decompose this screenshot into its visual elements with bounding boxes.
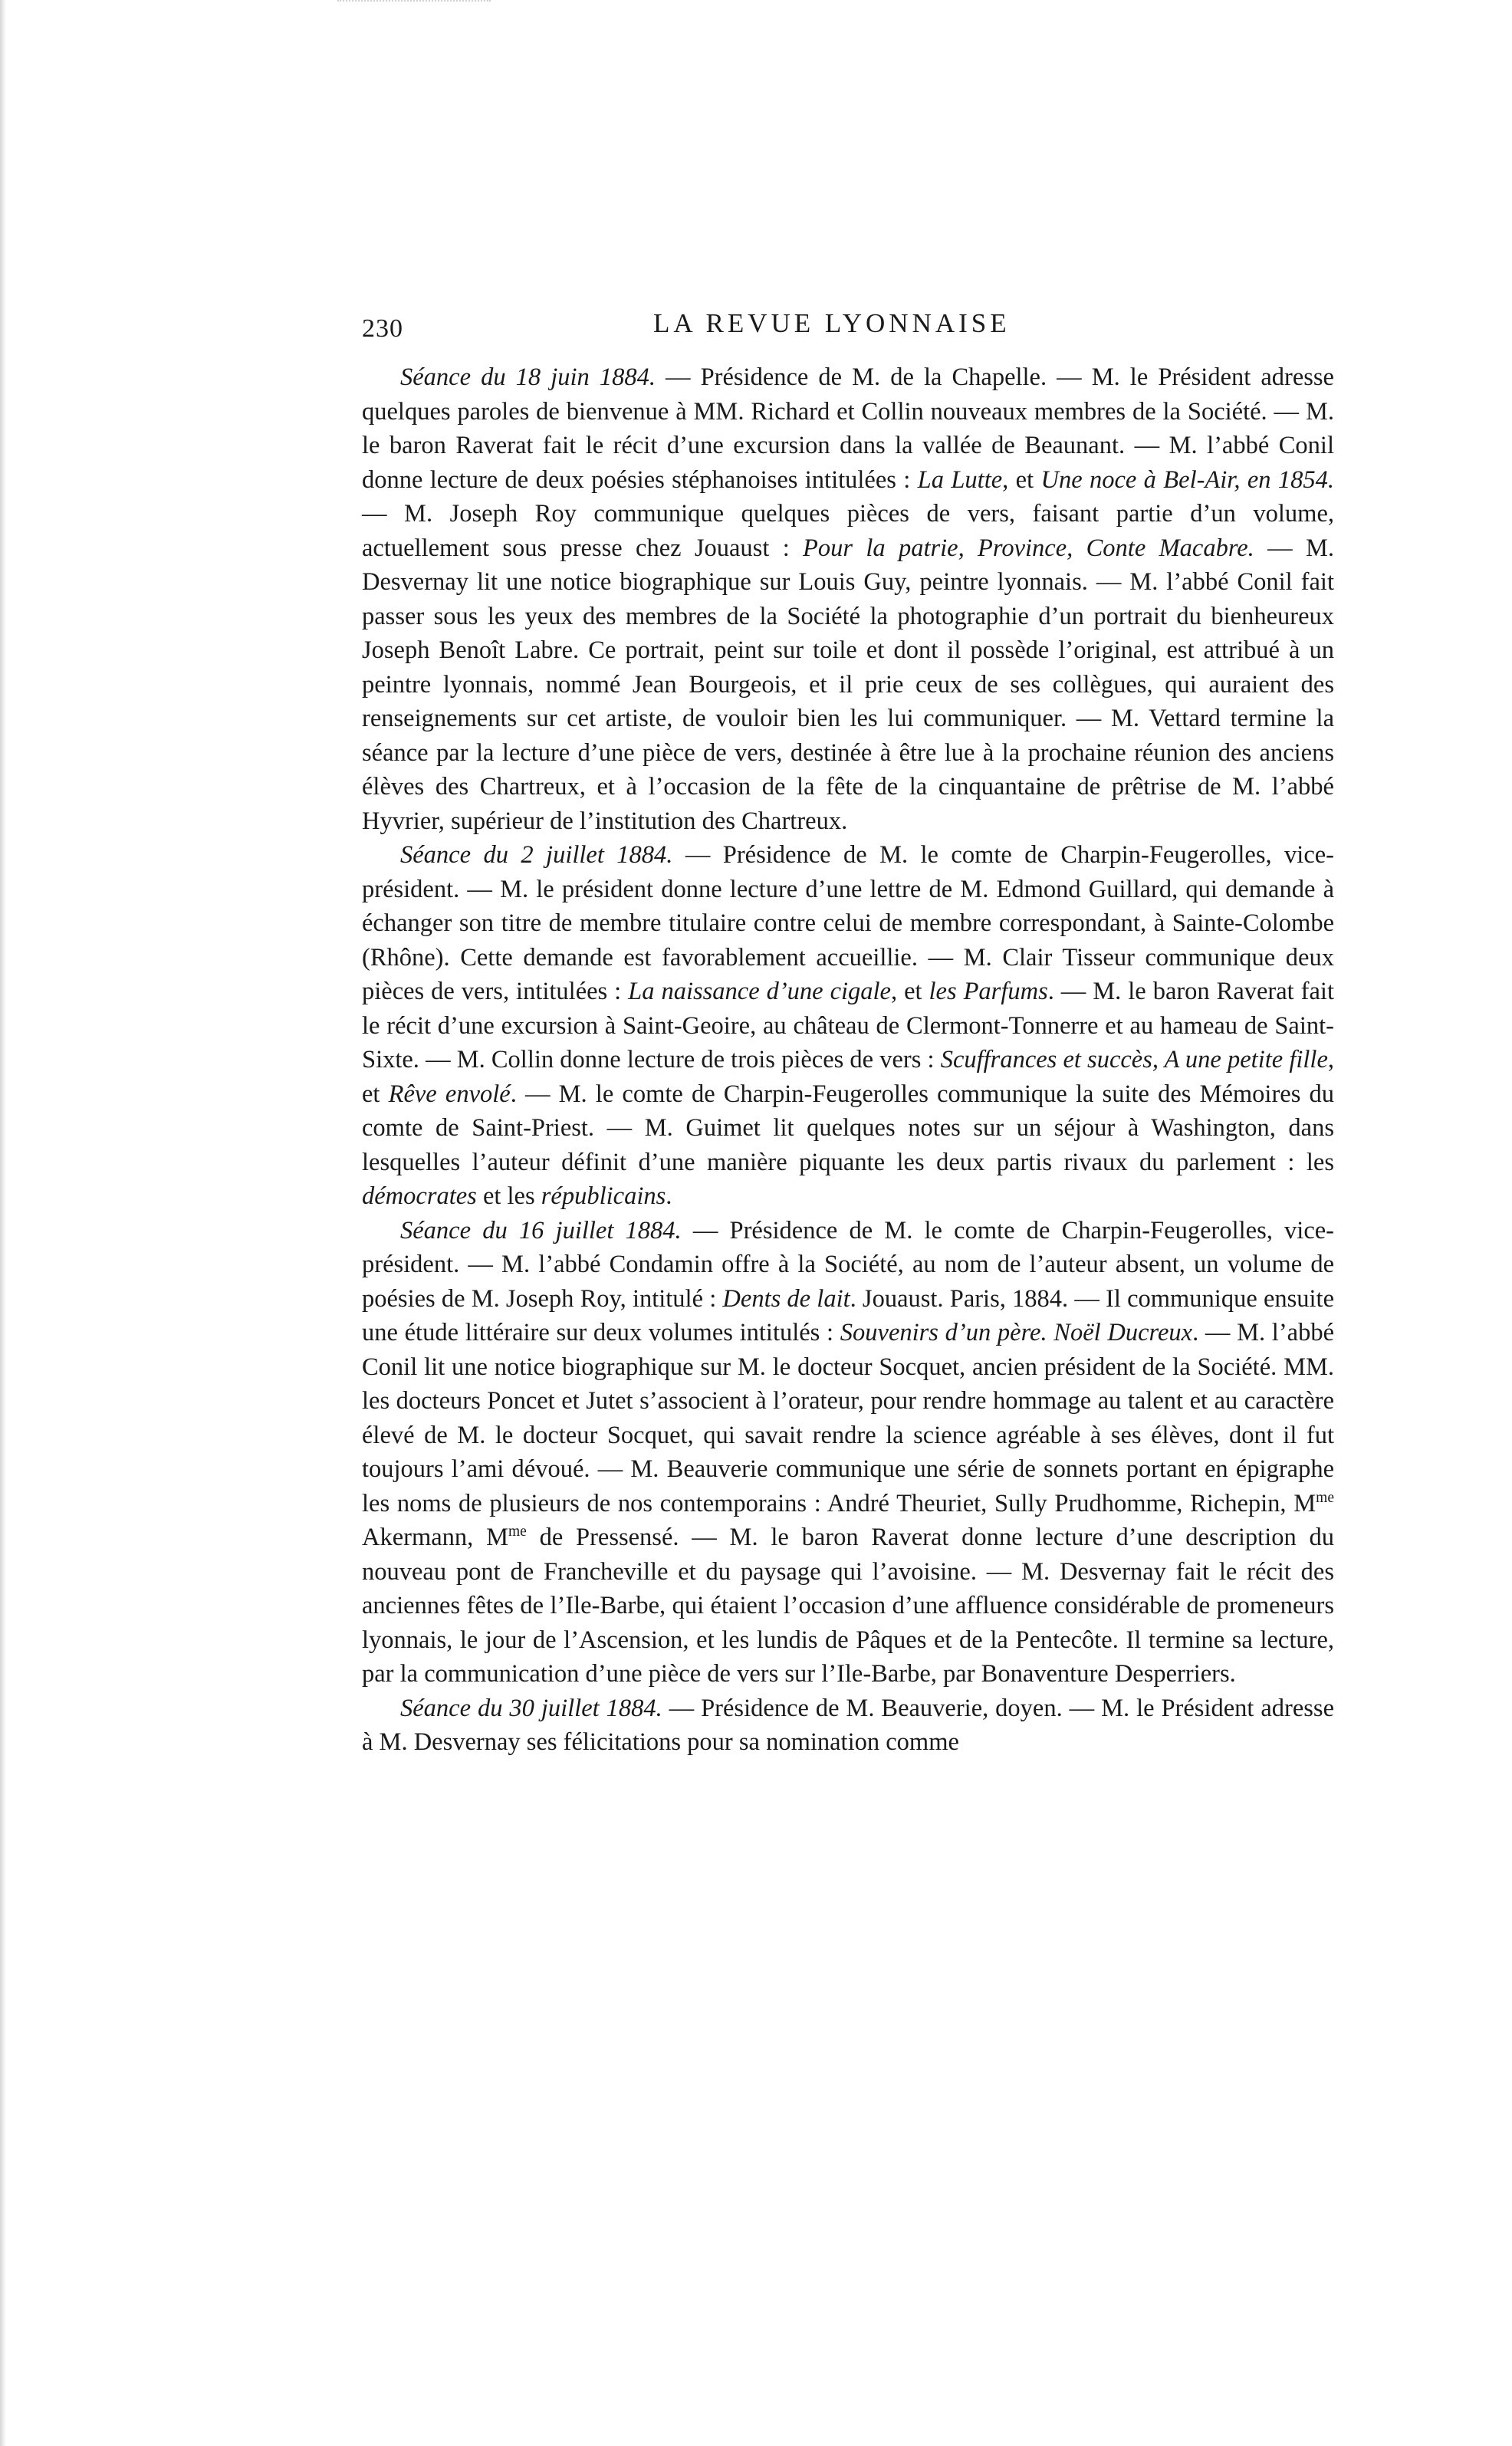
italic-title: Une noce à Bel-Air, en 1854.: [1040, 465, 1334, 494]
italic-title: démocrates: [362, 1182, 477, 1210]
seance-paragraph: [362, 1214, 1334, 1691]
italic-title: La Lutte: [917, 465, 1003, 494]
seance-heading: Séance du 30 juillet 1884.: [400, 1694, 662, 1722]
text-run: , et: [1002, 465, 1041, 494]
seance-paragraph: [362, 360, 1334, 838]
italic-title: Pour la patrie, Province, Conte Macabre.: [803, 534, 1254, 562]
italic-title: La naissance d’une cigale: [628, 978, 891, 1005]
text-run: Akermann, M: [362, 1524, 508, 1551]
text-run: de Pressensé. — M. le baron Raverat donne lecture d’une description du nouveau pont de Francheville et du paysage qui l’avoisine. — M. Desvernay fait le récit des anciennes fêtes de l’Ile-Barbe, qui étaient l’occasion d’une affluence considérable de promeneurs lyonnais, le jour de l’Ascension, et les lundis de Pâques et de la Pentecôte. Il termine sa lecture, par la communication d’une pièce de vers sur l’Ile-Barbe, par Bonaventure Desperriers.: [362, 1524, 1334, 1688]
italic-title: Scuffrances et succès, A une petite fille: [940, 1046, 1328, 1073]
text-run: et les: [476, 1182, 541, 1210]
italic-title: Dents de lait: [722, 1284, 850, 1313]
paragraph-body: [362, 1217, 1334, 1688]
page-header: [362, 301, 1334, 351]
page: [362, 301, 1334, 1760]
text-run: — M. Joseph Roy communique quelques pièces de vers, faisant partie d’un volume, actuellement sous presse chez Jouaust :: [362, 500, 1334, 562]
paragraph-body: [362, 363, 1334, 835]
text-run: . — M. le comte de Charpin-Feugerolles communique la suite des Mémoires du comte de Saint-Priest. — M. Guimet lit quelques notes sur un séjour à Washington, dans lesquelles l’auteur définit d’une manière piquante les deux partis rivaux du parlement : les: [362, 1080, 1334, 1176]
text-run: , et: [890, 978, 929, 1005]
text-run: . — M. le baron Raverat fait le récit d’une excursion à Saint-Geoire, au château de Clermont-Tonnerre et au hameau de Saint-Sixte. — M. Collin donne lecture de trois pièces de vers :: [362, 978, 1334, 1073]
italic-title: républicains: [541, 1182, 666, 1210]
seance-heading: Séance du 2 juillet 1884.: [400, 841, 673, 869]
seance-paragraph: [362, 838, 1334, 1214]
page-number: 230: [362, 314, 403, 343]
seance-paragraph: [362, 1691, 1334, 1760]
scan-artifact: [337, 0, 491, 9]
text-run: .: [666, 1182, 672, 1210]
superscript: me: [1316, 1489, 1334, 1506]
seance-heading: Séance du 18 juin 1884.: [400, 363, 656, 391]
paragraph-body: [362, 841, 1334, 1210]
italic-title: Rêve envolé: [388, 1080, 511, 1108]
body-text: [362, 360, 1334, 1760]
superscript: me: [508, 1524, 527, 1540]
running-title: LA REVUE LYONNAISE: [653, 308, 1011, 338]
seance-heading: Séance du 16 juillet 1884.: [400, 1216, 682, 1244]
italic-title: Souvenirs d’un père. Noël Ducreux: [840, 1319, 1193, 1346]
text-run: . Jouaust. Paris, 1884. — Il communique ensuite une étude littéraire sur deux volumes intitulés :: [362, 1284, 1334, 1346]
text-run: , et: [362, 1046, 1334, 1108]
text-run: — Présidence de M. de la Chapelle. — M. le Président adresse quelques paroles de bienvenue à MM. Richard et Collin nouveaux membres de la Société. — M. le baron Raverat fait le récit d’une excursion dans la vallée de Beaunant. — M. l’abbé Conil donne lecture de deux poésies stéphanoises intitulées :: [362, 363, 1334, 494]
text-run: — Présidence de M. le comte de Charpin-Feugerolles, vice-président. — M. l’abbé Condamin offre à la Société, au nom de l’auteur absent, un volume de poésies de M. Joseph Roy, intitulé :: [362, 1216, 1334, 1313]
scan-edge-shadow: [0, 0, 6, 2446]
text-run: . — M. l’abbé Conil lit une notice biographique sur M. le docteur Socquet, ancien président de la Société. MM. les docteurs Poncet et Jutet s’associent à l’orateur, pour rendre hommage au talent et au caractère élevé de M. le docteur Socquet, qui savait rendre la science agréable à ses élèves, dont il fut toujours l’ami dévoué. — M. Beauverie communique une série de sonnets portant en épigraphe les noms de plusieurs de nos contemporains : André Theuriet, Sully Prudhomme, Richepin, M: [362, 1319, 1335, 1517]
text-run: — M. Desvernay lit une notice biographique sur Louis Guy, peintre lyonnais. — M. l’abbé Conil fait passer sous les yeux des membres de la Société la photographie d’un portrait du bienheureux Joseph Benoît Labre. Ce portrait, peint sur toile et dont il possède l’original, est attribué à un peintre lyonnais, nommé Jean Bourgeois, et il prie ceux de ses collègues, qui auraient des renseignements sur cet artiste, de vouloir bien les lui communiquer. — M. Vettard termine la séance par la lecture d’une pièce de vers, destinée à être lue à la prochaine réunion des anciens élèves des Chartreux, et à l’occasion de la fête de la cinquantaine de prêtrise de M. l’abbé Hyvrier, supérieur de l’institution des Chartreux.: [362, 534, 1334, 835]
text-run: — Présidence de M. Beauverie, doyen. — M. le Président adresse à M. Desvernay ses félicitations pour sa nomination comme: [362, 1694, 1334, 1756]
text-run: — Présidence de M. le comte de Charpin-Feugerolles, vice-président. — M. le président donne lecture d’une lettre de M. Edmond Guillard, qui demande à échanger son titre de membre titulaire contre celui de membre correspondant, à Sainte-Colombe (Rhône). Cette demande est favorablement accueillie. — M. Clair Tisseur communique deux pièces de vers, intitulées :: [362, 841, 1334, 1005]
italic-title: les Parfums: [929, 978, 1048, 1005]
